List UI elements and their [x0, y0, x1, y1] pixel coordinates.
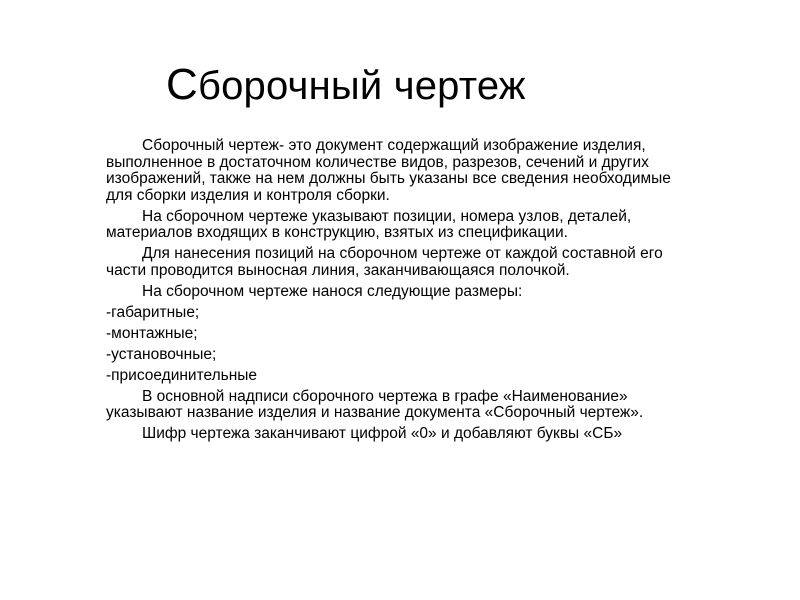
- paragraph-positions: На сборочном чертеже указывают позиции, номера узлов, деталей, материалов входящих в конструкцию, взятых из спецификации.: [106, 207, 632, 241]
- paragraph-dimensions-intro: На сборочном чертеже нанося следующие размеры:: [142, 282, 523, 300]
- slide-title-first-letter: С: [166, 60, 198, 109]
- slide-title-rest: борочный чертеж: [197, 64, 526, 108]
- paragraph-title-block: В основной надписи сборочного чертежа в графе «Наименование» указывают название изделия и название документа «Сборочный чертеж».: [106, 387, 644, 421]
- paragraph-drawing-code: Шифр чертежа заканчивают цифрой «0» и добавляют буквы «СБ»: [142, 425, 623, 442]
- list-item-installation: -установочные;: [106, 345, 217, 363]
- list-item-connection: -присоединительные: [106, 366, 258, 384]
- list-item-overall: -габаритные;: [106, 303, 200, 321]
- paragraph-definition: Сборочный чертеж- это документ содержащий изображение изделия, выполненное в достаточном количестве видов, разрезов, сечений и других изображений, также на нем должны быть указаны все сведения необходимые для сборки изделия и контроля сборки.: [106, 137, 671, 204]
- paragraph-leader-line: Для нанесения позиций на сборочном чертеже от каждой составной его части проводится выносная линия, заканчивающаяся полочкой.: [106, 245, 663, 279]
- slide-title: [166, 56, 766, 115]
- list-item-mounting: -монтажные;: [106, 324, 198, 342]
- slide-body: [106, 138, 766, 447]
